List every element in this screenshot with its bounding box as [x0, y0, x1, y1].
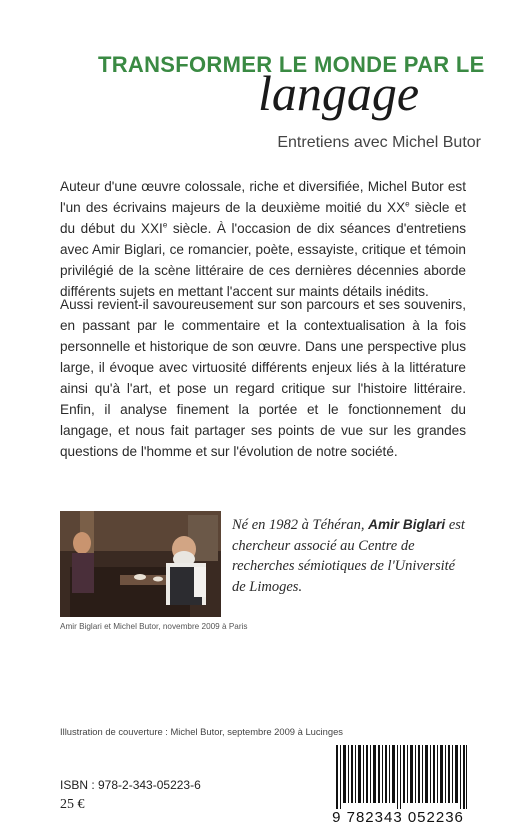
- superscript-e: e: [405, 199, 410, 209]
- summary-paragraph-2: Aussi revient-il savoureusement sur son parcours et ses souvenirs, en passant par le commentaire et la contextualisation à la fois personnelle et historique de son œuvre. Dans une perspective plus large, il évoque avec virtuosité différents enjeux liés à la littérature ainsi qu'à l'art, et pose un regard critique sur l'histoire littéraire. Enfin, il analyse finement la portée et le fonctionnement du langage, et nous fait partager ses points de vue sur les grandes questions de l'homme et sur l'évolution de notre société.: [60, 297, 466, 459]
- superscript-e: e: [162, 220, 168, 230]
- book-title-line: TRANSFORMER LE MONDE PAR LE: [98, 52, 485, 77]
- summary-p1-part-b: siècle et du début du XXI: [60, 200, 466, 236]
- author-photo-image: [60, 511, 221, 617]
- barcode-digits: 9 782343 052236: [332, 809, 464, 826]
- book-title-script: langage: [258, 65, 420, 121]
- photo-caption: Amir Biglari et Michel Butor, novembre 2009 à Paris: [60, 622, 248, 631]
- summary-paragraph-1: [60, 176, 466, 302]
- barcode: [323, 741, 473, 831]
- bio-author-name: Amir Biglari: [368, 517, 446, 532]
- summary-p1-part-a: Auteur d'une œuvre colossale, riche et diversifiée, Michel Butor est l'un des écrivains majeurs de la deuxième moitié du XX: [60, 179, 466, 215]
- price-text: 25 €: [60, 797, 85, 812]
- book-subtitle: Entretiens avec Michel Butor: [277, 134, 481, 151]
- barcode-bars: [336, 745, 468, 809]
- summary-p1-part-c: siècle. À l'occasion de dix séances d'entretiens avec Amir Biglari, ce romancier, poète, essayiste, critique et témoin privilégié de la scène littéraire de ces dernières décennies aborde différents sujets en mettant l'accent sur maints détails inédits.: [60, 221, 466, 299]
- bio-suffix: est chercheur associé au Centre de recherches sémiotiques de l'Université de Limoges.: [232, 517, 465, 595]
- author-bio: [232, 515, 468, 597]
- bio-prefix: Né en 1982 à Téhéran,: [232, 517, 365, 533]
- author-photo: [60, 511, 221, 617]
- isbn-text: ISBN : 978-2-343-05223-6: [60, 778, 201, 792]
- illustration-credit: Illustration de couverture : Michel Butor, septembre 2009 à Lucinges: [60, 726, 343, 737]
